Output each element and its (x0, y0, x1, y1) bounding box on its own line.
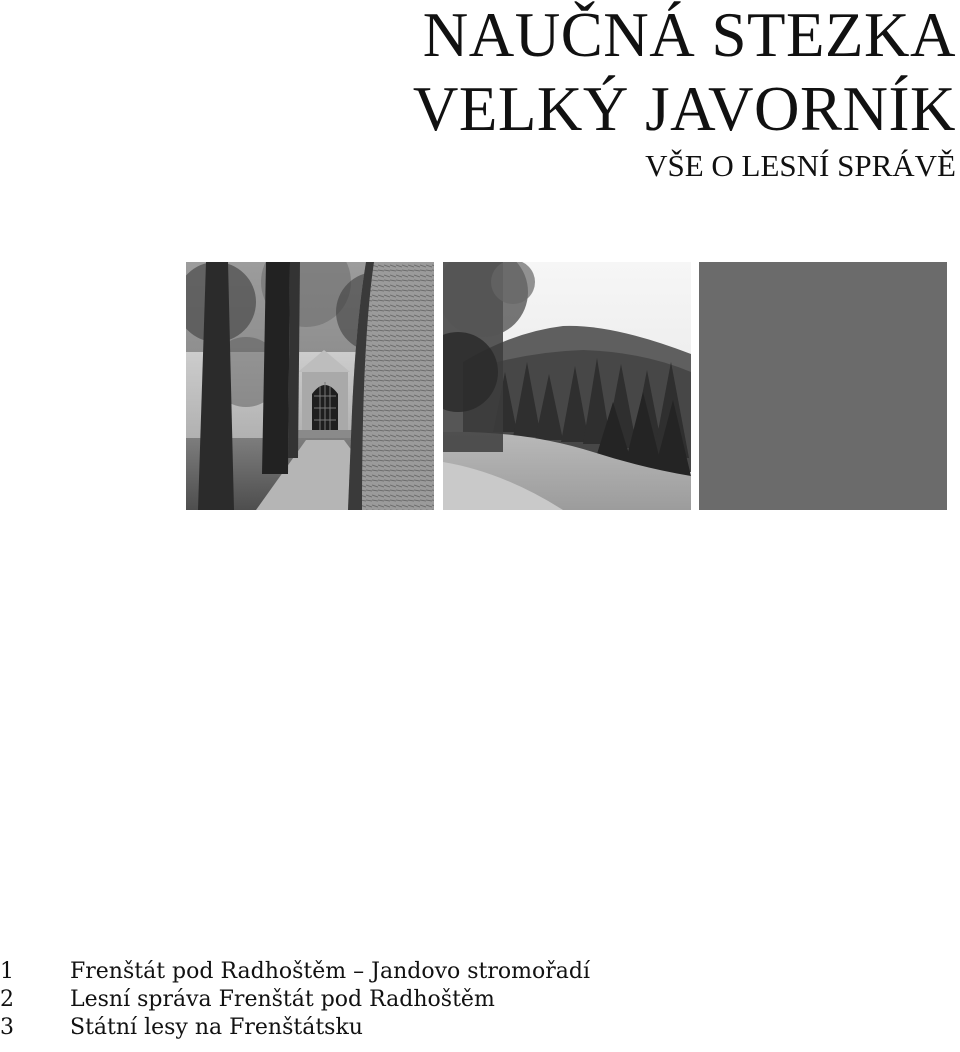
list-item (0, 958, 590, 986)
caption-text: Lesní správa Frenštát pod Radhoštěm (70, 987, 495, 1012)
photo-blank-panel (699, 262, 947, 510)
photo-tree-alley-image (186, 262, 434, 510)
caption-number: 2 (0, 987, 14, 1012)
title-line-2: VELKÝ JAVORNÍK (412, 74, 956, 144)
caption-number: 3 (0, 1015, 14, 1040)
subtitle: VŠE O LESNÍ SPRÁVĚ (645, 148, 956, 183)
list-item (0, 1014, 590, 1042)
title-line-1: NAUČNÁ STEZKA (422, 0, 956, 70)
caption-text: Státní lesy na Frenštátsku (70, 1015, 363, 1040)
photo-forested-hill (443, 262, 691, 510)
caption-number: 1 (0, 959, 14, 984)
caption-list (0, 958, 590, 1042)
list-item (0, 986, 590, 1014)
photo-forested-hill-image (443, 262, 691, 510)
photo-tree-alley (186, 262, 434, 510)
title-block (413, 0, 956, 184)
caption-text: Frenštát pod Radhoštěm – Jandovo stromořadí (70, 959, 590, 984)
